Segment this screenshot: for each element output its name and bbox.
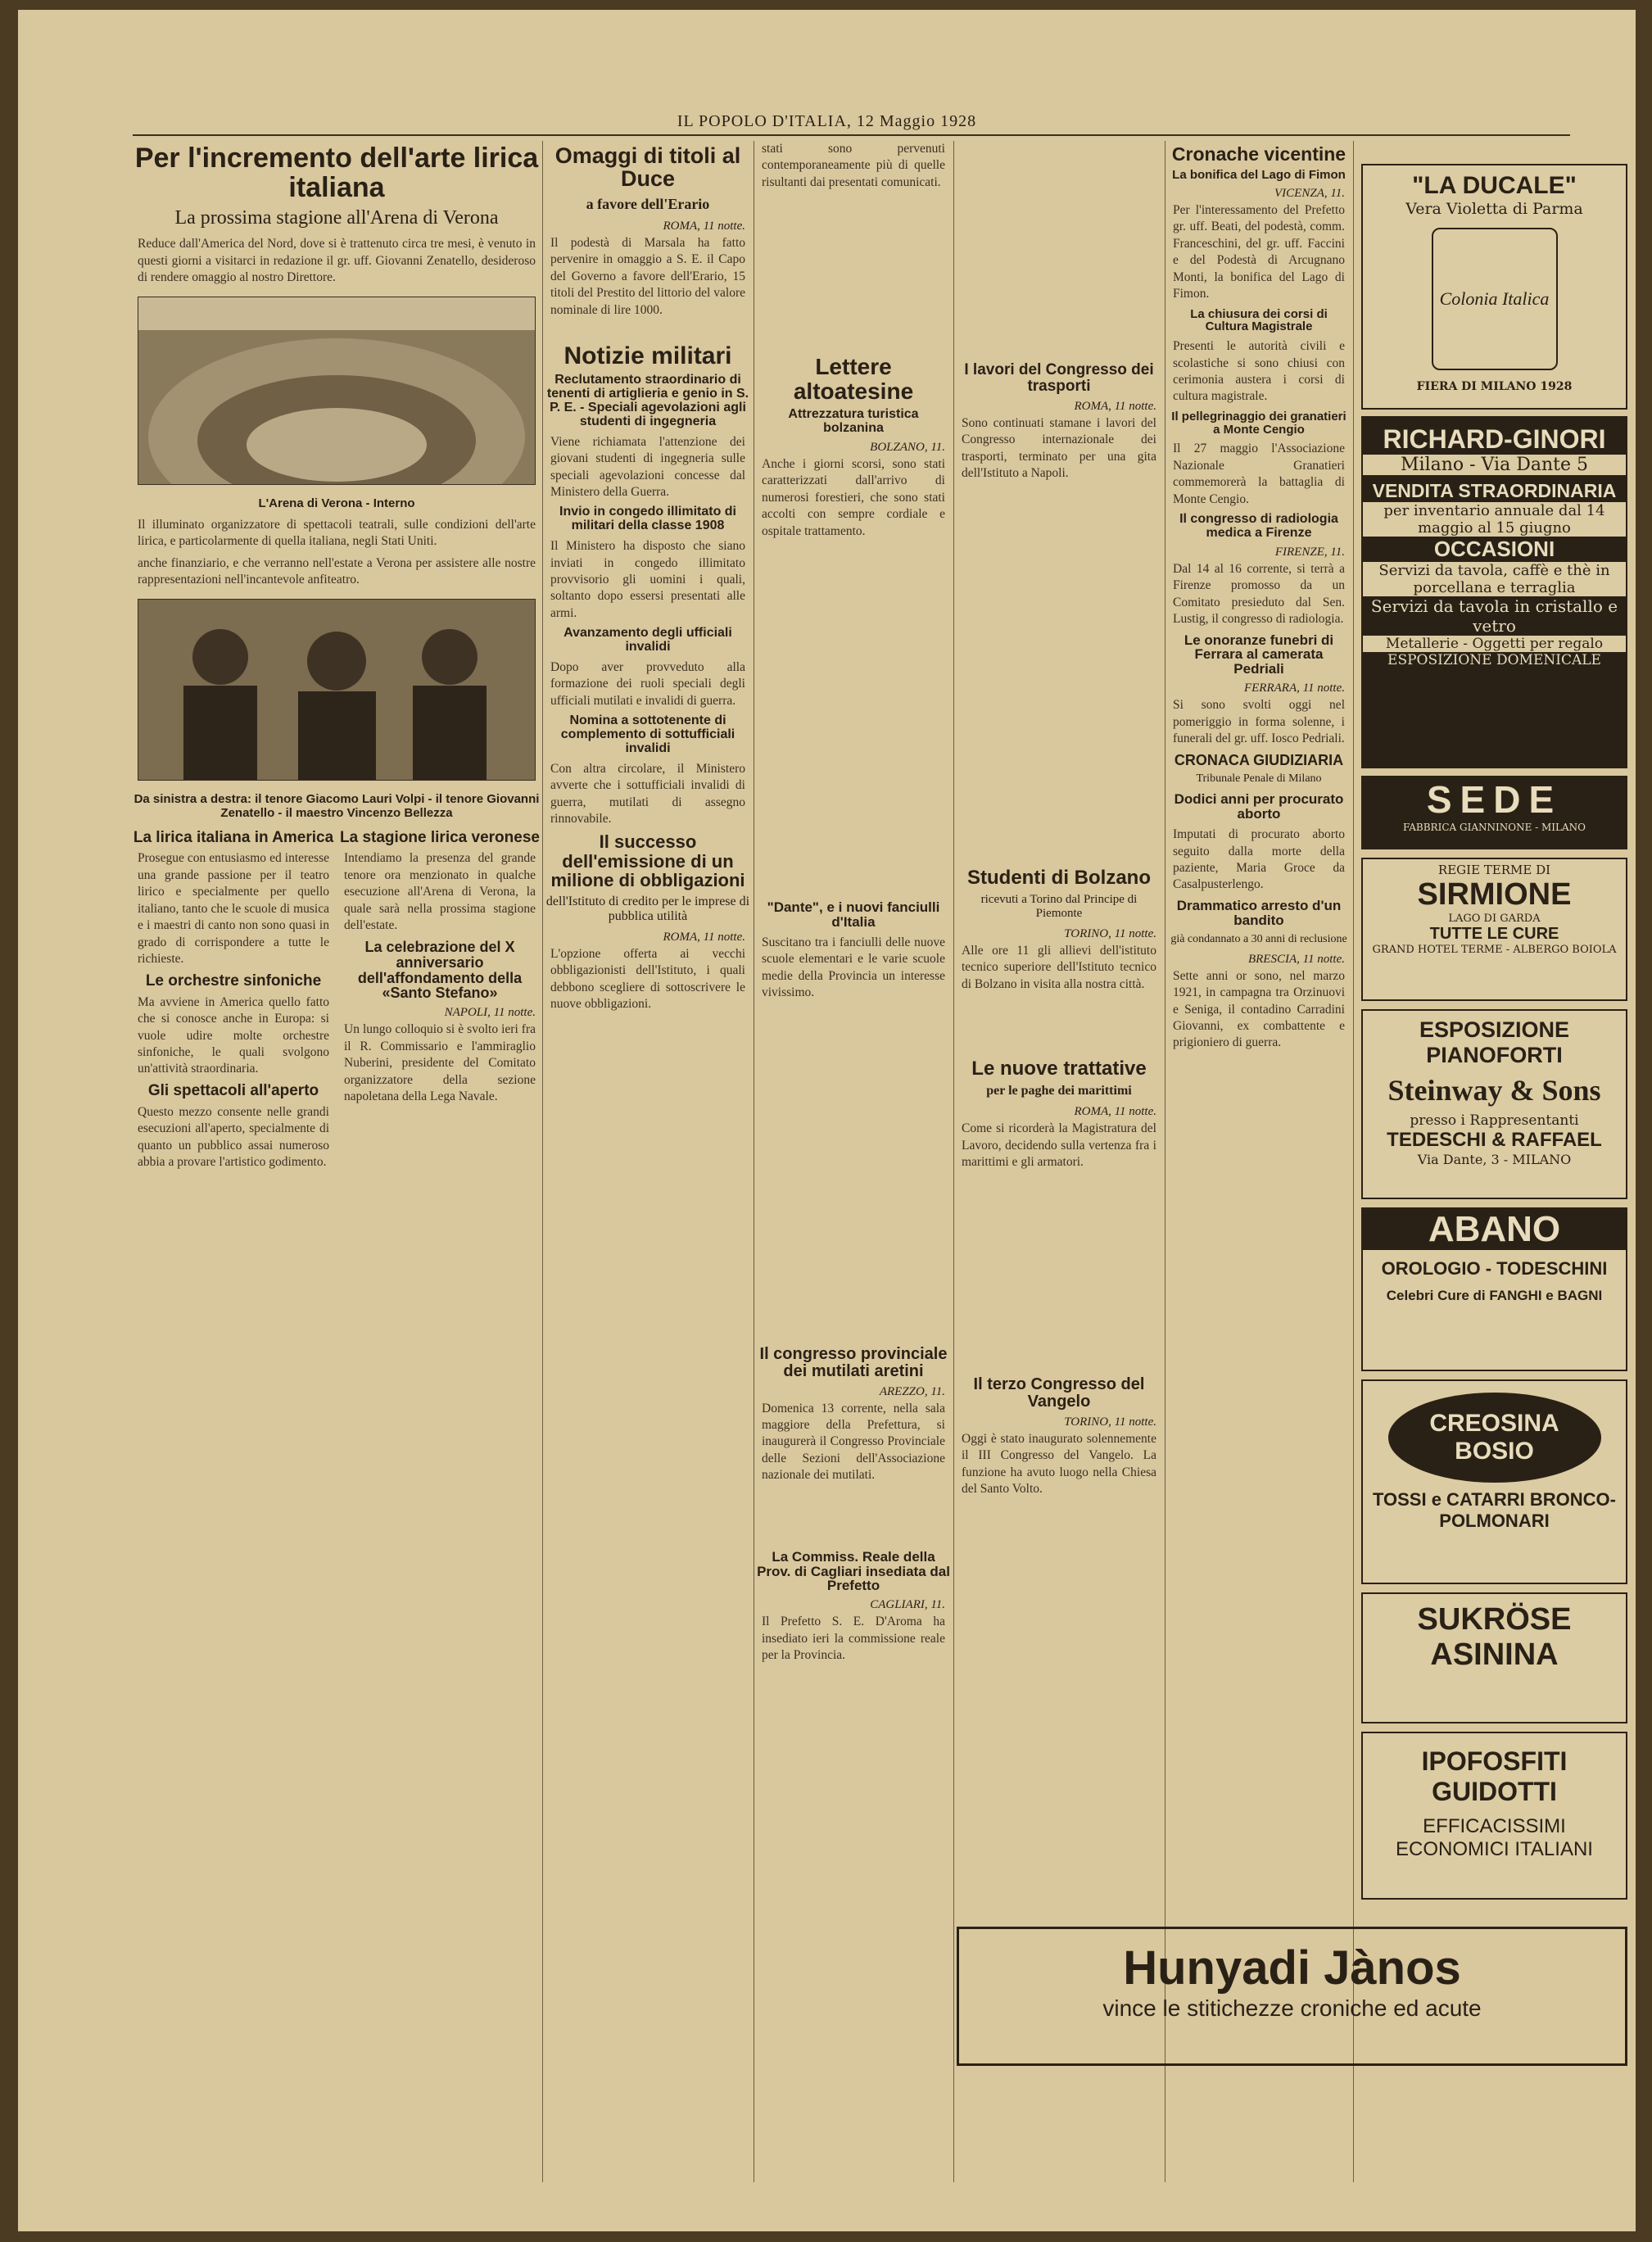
subheading: Il pellegrinaggio dei granatieri a Monte Cengio <box>1171 409 1346 437</box>
ad-title: ABANO <box>1363 1209 1626 1250</box>
article-text: Sono continuati stamane i lavori del Congresso internazionale dei trasporti, terminato per una gita dell'Istituto a Napoli. <box>962 415 1156 481</box>
dateline: TORINO, 11 notte. <box>1064 926 1156 940</box>
article-text: Domenica 13 corrente, nella sala maggiore della Prefettura, si inaugurerà il Congresso Provinciale delle Sezioni dell'Associazione nazionale dei mutilati. <box>762 1401 945 1483</box>
newspaper-page <box>18 10 1636 2231</box>
subheading: La bonifica del Lago di Fimon <box>1172 168 1346 183</box>
article-text: Dal 14 al 16 corrente, si terrà a Firenze promosso da un Comitato presieduto dal Sen. Lustig, il congresso di radiologia. <box>1173 561 1345 627</box>
article-text: Si sono svolti oggi nel pomeriggio in forma solenne, i funerali del gr. uff. Iosco Pedriali. <box>1173 698 1345 746</box>
ad-title: Steinway & Sons <box>1387 1074 1601 1107</box>
ad-product-box: Colonia Italica <box>1432 228 1558 370</box>
article-text: Prosegue con entusiasmo ed interesse una grande passione per il teatro lirico e specialmente per quello italiano, tanto che le scuole di musica e i maestri di canto non sono quasi in grado di corrispondere a tutte le richieste. <box>138 851 329 967</box>
section-heading: La stagione lirica veronese <box>340 828 540 846</box>
subheading: Dodici anni per procurato aborto <box>1174 791 1344 822</box>
subheading: Nomina a sottotenente di complemento di sottufficiali invalidi <box>560 713 735 755</box>
subheading: dell'Istituto di credito per le imprese di pubblica utilità <box>545 894 750 923</box>
article-text: Sette anni or sono, nel marzo 1921, in campagna tra Orzinuovi e Seniga, il contadino Carradini Giovanni, ex combattente e prigioniero di guerra. <box>1173 968 1345 1050</box>
section-heading: I lavori del Congresso dei trasporti <box>964 361 1154 395</box>
ad-sale: VENDITA STRAORDINARIA <box>1372 480 1617 501</box>
dateline: VICENZA, 11. <box>1274 186 1345 200</box>
column-rule <box>1353 141 1354 2182</box>
ad-subtitle: EFFICACISSIMI ECONOMICI ITALIANI <box>1396 1815 1593 1860</box>
section-heading: La celebrazione del X anniversario dell'affondamento della «Santo Stefano» <box>357 938 523 1002</box>
ad-hotel: GRAND HOTEL TERME - ALBERGO BOIOLA <box>1372 944 1617 956</box>
dateline: TORINO, 11 notte. <box>1064 1415 1156 1429</box>
ad-hunyadi-janos <box>957 1927 1627 2066</box>
section-heading: Il congresso di radiologia medica a Firenze <box>1179 512 1338 541</box>
article-text: Come si ricorderà la Magistratura del Lavoro, decidendo sulla vertenza fra i marittimi e gli armatori. <box>962 1121 1156 1170</box>
ad-steinway <box>1361 1009 1627 1199</box>
column-omaggi <box>545 141 750 2182</box>
article-text: Suscitano tra i fanciulli delle nuove scuole elementari e le varie scuole medie della Provincia un interesse vivissimo. <box>762 935 945 1000</box>
dateline: CAGLIARI, 11. <box>870 1598 945 1612</box>
article-text: Presenti le autorità civili e scolastiche si sono chiusi con cerimonia austera i corsi di cultura magistrale. <box>1173 339 1345 404</box>
subheading: Attrezzatura turistica bolzanina <box>788 407 919 435</box>
dateline: ROMA, 11 notte. <box>663 219 745 233</box>
ad-title: SUKRÖSE <box>1417 1602 1572 1637</box>
article-text: Dopo aver provveduto alla formazione dei ruoli speciali degli ufficiali mutilati e invalidi di guerra. <box>550 659 745 708</box>
section-heading: Il terzo Congresso del Vangelo <box>973 1375 1145 1411</box>
section-heading: La lirica italiana in America <box>133 828 334 846</box>
ad-sede <box>1361 776 1627 849</box>
section-heading: Drammatico arresto d'un bandito <box>1176 897 1342 928</box>
section-heading: "Dante", e i nuovi fanciulli d'Italia <box>767 899 940 930</box>
section-heading: Studenti di Bolzano <box>967 866 1151 889</box>
section-heading: Notizie militari <box>563 342 732 369</box>
subheading: già condannato a 30 anni di reclusione <box>1170 932 1347 945</box>
article-text: L'opzione offerta ai vecchi obbligazionisti dell'Istituto, i quali debbono scegliere di sottoscrivere le nuove obbligazioni. <box>550 946 745 1012</box>
ad-title: "LA DUCALE" <box>1412 172 1577 199</box>
article-text: Questo mezzo consente nelle grandi esecuzioni all'aperto, specialmente di quanto un pubblico assai numeroso abbia a provare l'artistico godimento. <box>138 1104 329 1170</box>
section-heading: Le orchestre sinfoniche <box>145 972 322 990</box>
dateline: AREZZO, 11. <box>879 1384 945 1398</box>
dateline: FIRENZE, 11. <box>1274 545 1345 559</box>
subheading: Reclutamento straordinario di tenenti di artiglieria e genio in S. P. E. - Speciali agevolazioni agli studenti di ingegneria <box>546 373 749 428</box>
ad-subtitle: OROLOGIO - TODESCHINI <box>1381 1258 1608 1279</box>
article-lirica <box>133 141 541 2182</box>
ad-sukrose <box>1361 1592 1627 1723</box>
ad-subtitle: vince le stitichezze croniche ed acute <box>1102 1995 1482 2021</box>
headline: Omaggi di titoli al Duce <box>554 143 741 192</box>
section-heading: Cronache vicentine <box>1171 143 1346 165</box>
ad-subtitle: ASININA <box>1430 1637 1559 1672</box>
masthead-rule <box>133 134 1570 136</box>
article-text: Viene richiamata l'attenzione dei giovani studenti di ingegneria sulle speciali agevolazioni concesse dal Ministero della Guerra. <box>550 434 745 499</box>
subhead: La prossima stagione all'Arena di Verona <box>174 207 499 229</box>
article-text: Con altra circolare, il Ministero avverte che i sottufficiali invalidi di guerra, mutilati di assegno rinnovabile. <box>550 761 745 827</box>
article-text: Il illuminato organizzatore di spettacoli teatrali, sulle condizioni dell'arte lirica, e particolarmente di quella italiana, negli Stati Uniti. <box>138 517 536 549</box>
column-trasporti <box>957 141 1161 2182</box>
article-text: Il Prefetto S. E. D'Aroma ha insediato ieri la commissione reale per la Provincia. <box>762 1615 945 1663</box>
article-text: Per l'interessamento del Prefetto gr. uff. Beati, del podestà, comm. Franceschini, del gr. uff. Faccini e del Podestà di Arcugnano Monti, la bonifica del Lago di Fimon. <box>1173 202 1345 301</box>
article-text: Il podestà di Marsala ha fatto pervenire in omaggio a S. E. il Capo del Governo a favore dell'Erario, 15 titoli del Prestito del littorio del valore nominale di lire 1000. <box>550 235 745 317</box>
article-text: Intendiamo la presenza del grande tenore ora menzionato in qualche esecuzione all'Arena di Verona, la quale sarà nella prossima stagione dell'estate. <box>344 851 536 933</box>
ad-address: Via Dante, 3 - MILANO <box>1417 1152 1572 1167</box>
ad-occasions: OCCASIONI <box>1433 537 1555 561</box>
column-altoatesine <box>757 141 950 2182</box>
ad-creosina <box>1361 1379 1627 1584</box>
article-text: stati sono pervenuti contemporaneamente più di quelle risultanti dai presentati comunicati. <box>762 142 945 189</box>
subheading: Avanzamento degli ufficiali invalidi <box>563 626 732 654</box>
article-text: anche finanziario, e che verranno nell'estate a Verona per assistere alle nostre rappresentazioni nell'incantevole anfiteatro. <box>138 555 536 587</box>
subheading: ricevuti a Torino dal Principe di Piemonte <box>980 892 1138 920</box>
ad-exhibition: ESPOSIZIONE DOMENICALE <box>1387 652 1601 668</box>
article-text: Ma avviene in America quello fatto che si conosce anche in Europa: si vuole udire molte orchestre sinfoniche, le quali svolgono un'attività straordinaria. <box>138 994 329 1076</box>
column-rule <box>542 141 543 2182</box>
arena-photo <box>138 297 536 485</box>
ad-metal: Metallerie - Oggetti per regalo <box>1363 636 1626 652</box>
article-text: Imputati di procurato aborto seguito dalla morte della paziente, Maria Groce da Casalpusterlengo. <box>1173 827 1345 892</box>
dateline: BOLZANO, 11. <box>870 440 945 454</box>
ad-title: RICHARD-GINORI <box>1383 424 1606 454</box>
ad-la-ducale <box>1361 164 1627 410</box>
ad-subtitle: Vera Violetta di Parma <box>1405 200 1583 218</box>
ad-title: CREOSINA BOSIO <box>1429 1410 1559 1465</box>
column-rule <box>953 141 954 2182</box>
article-text: Alle ore 11 gli allievi dell'istituto tecnico superiore dell'Istituto tecnico di Bolzano in visita alla nostra città. <box>962 943 1156 991</box>
subheading: per le paghe dei marittimi <box>986 1084 1132 1098</box>
ad-title: Hunyadi Jànos <box>1123 1941 1461 1995</box>
subheading: Invio in congedo illimitato di militari della classe 1908 <box>559 505 736 533</box>
dateline: ROMA, 11 notte. <box>663 930 745 944</box>
ad-title: SIRMIONE <box>1417 877 1572 912</box>
dateline: FERRARA, 11 notte. <box>1243 682 1345 695</box>
article-text: Oggi è stato inaugurato solennemente il III Congresso del Vangelo. La funzione ha avuto luogo nella Chiesa del Santo Volto. <box>962 1431 1156 1497</box>
ad-top: ESPOSIZIONE PIANOFORTI <box>1419 1017 1570 1067</box>
ad-cures: TUTTE LE CURE <box>1429 925 1559 943</box>
dateline: ROMA, 11 notte. <box>1074 399 1156 413</box>
masthead: IL POPOLO D'ITALIA, 12 Maggio 1928 <box>677 112 977 130</box>
dateline: ROMA, 11 notte. <box>1074 1105 1156 1119</box>
section-heading: La Commiss. Reale della Prov. di Cagliari insediata dal Prefetto <box>757 1548 950 1594</box>
column-cronache <box>1168 141 1350 2182</box>
ad-names: TEDESCHI & RAFFAEL <box>1387 1129 1602 1151</box>
ad-reps: presso i Rappresentanti <box>1410 1112 1579 1129</box>
ad-services: Servizi da tavola, caffè e thè in porcellana e terraglia <box>1363 562 1626 596</box>
ad-address: Milano - Via Dante 5 <box>1363 455 1626 475</box>
ad-richard-ginori <box>1361 416 1627 768</box>
tenors-photo <box>138 599 536 781</box>
photo-caption: L'Arena di Verona - Interno <box>258 496 415 510</box>
dateline: BRESCIA, 11 notte. <box>1247 952 1345 966</box>
ad-title: IPOFOSFITI GUIDOTTI <box>1421 1746 1568 1806</box>
section-heading: CRONACA GIUDIZIARIA <box>1174 751 1344 768</box>
ad-abano <box>1361 1207 1627 1371</box>
subheading: La chiusura dei corsi di Cultura Magistrale <box>1190 306 1328 334</box>
article-text: Il 27 maggio l'Associazione Nazionale Granatieri commemorerà la battaglia di Monte Cengio. <box>1173 442 1345 506</box>
subhead: a favore dell'Erario <box>586 195 710 212</box>
ad-dates: per inventario annuale dal 14 maggio al 15 giugno <box>1363 502 1626 537</box>
section-heading: Il congresso provinciale dei mutilati aretini <box>759 1344 948 1380</box>
article-text: Il Ministero ha disposto che siano inviati in congedo illimitato provvisorio gli uomini i quali, soltanto dopo essersi presentati alle armi. <box>550 539 745 620</box>
section-heading: Le nuove trattative <box>971 1058 1147 1080</box>
section-heading: Le onoranze funebri di Ferrara al camerata Pedriali <box>1184 632 1334 677</box>
ad-ipofosfiti <box>1361 1732 1627 1900</box>
ad-subtitle: TOSSI e CATARRI BRONCO-POLMONARI <box>1372 1489 1616 1531</box>
dateline: NAPOLI, 11 notte. <box>444 1006 536 1020</box>
ad-cures: Celebri Cure di FANGHI e BAGNI <box>1386 1288 1603 1303</box>
section-heading: Lettere altoatesine <box>793 354 914 404</box>
ad-title: SEDE <box>1426 778 1563 821</box>
article-text: Anche i giorni scorsi, sono stati caratterizzati dall'arrivo di numerosi forestieri, che sono stati accolti con sempre cordiale e ospitale trattamento. <box>762 456 945 538</box>
ad-sirmione <box>1361 858 1627 1001</box>
ad-top: REGIE TERME DI <box>1437 863 1551 877</box>
article-text: Un lungo colloquio si è svolto ieri fra il R. Commissario e l'ammiraglio Nuberini, presidente del Comitato organizzatore della sezione napoletana della Lega Navale. <box>344 1022 536 1104</box>
ad-lake: LAGO DI GARDA <box>1448 913 1541 925</box>
photo-caption: Da sinistra a destra: il tenore Giacomo Lauri Volpi - il tenore Giovanni Zenatello - il maestro Vincenzo Bellezza <box>134 791 540 820</box>
article-text: Reduce dall'America del Nord, dove si è trattenuto circa tre mesi, è venuto in questi giorni a visitarci in redazione il gr. uff. Giovanni Zenatello, desideroso di rendere omaggio al nostro Direttore. <box>138 237 536 285</box>
subheading: Tribunale Penale di Milano <box>1196 772 1322 786</box>
section-heading: Il successo dell'emissione di un milione di obbligazioni <box>550 831 745 890</box>
section-heading: Gli spettacoli all'aperto <box>147 1081 319 1099</box>
ad-footer: FIERA DI MILANO 1928 <box>1416 380 1573 393</box>
ad-subtitle: FABBRICA GIANNINONE - MILANO <box>1402 822 1586 833</box>
headline: Per l'incremento dell'arte lirica italiana <box>134 143 539 203</box>
ad-crystal: Servizi da tavola in cristallo e vetro <box>1370 596 1618 636</box>
